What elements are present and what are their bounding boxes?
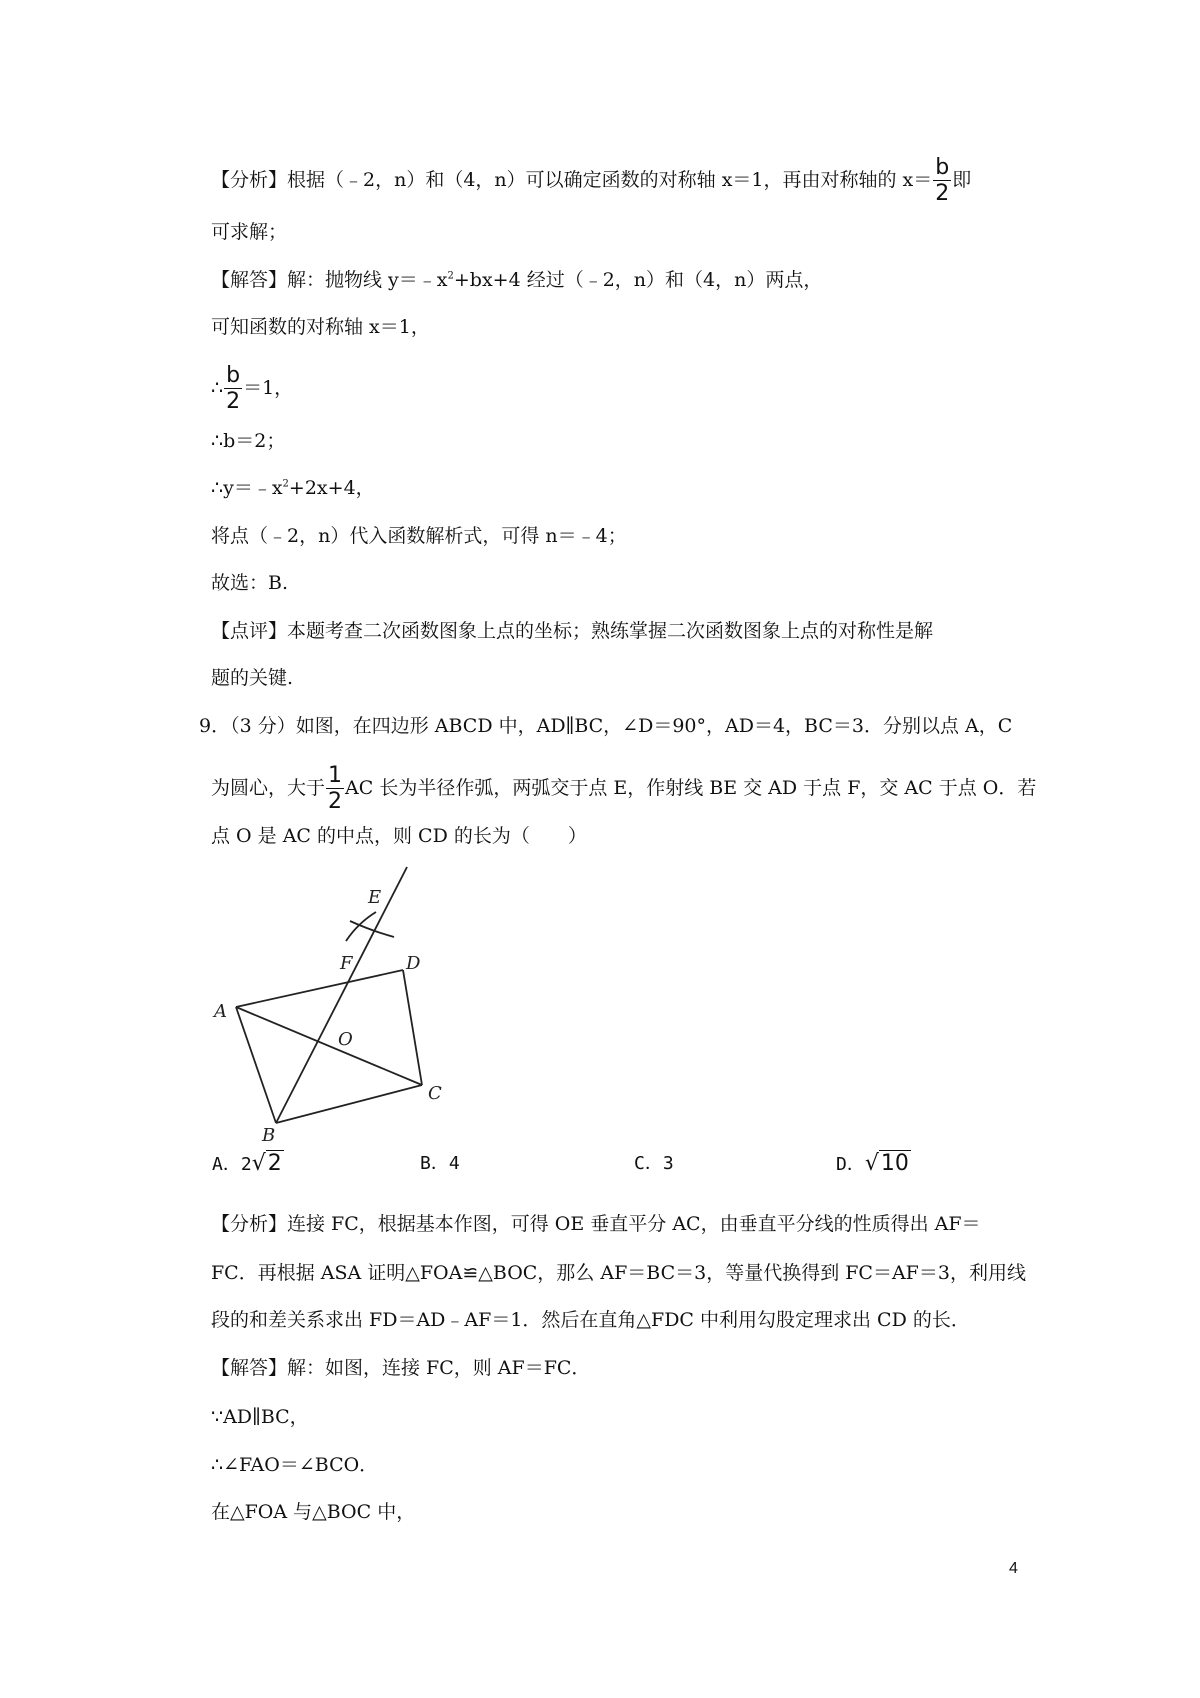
comment-line-2: 题的关键. (211, 667, 294, 689)
solution-line-6: 将点（﹣2，n）代入函数解析式，可得 n＝﹣4； (211, 525, 627, 547)
solution-line-1: 【解答】解：抛物线 $y=﹣x^2+bx+4$ 经过（﹣2，n）和（4，n）两点， (211, 269, 823, 291)
label-C: C (428, 1083, 442, 1104)
analysis-line-2: 可求解； (211, 221, 288, 243)
analysis-text: 【分析】根据（﹣2，n）和（4，n）可以确定函数的对称轴 x＝1，再由对称轴的 x＝ (211, 169, 933, 191)
sqrt-10: √10 (864, 1151, 909, 1176)
option-C: C．3 (634, 1153, 674, 1174)
segment-DC (403, 970, 422, 1085)
segment-BC (276, 1085, 422, 1123)
q9-solution-line-4: 在△FOA 与△BOC 中， (211, 1501, 416, 1523)
fraction-one-half: $\frac{1}{2}$ (328, 763, 343, 814)
q9-solution-line-1: 【解答】解：如图，连接 FC，则 AF＝FC． (211, 1357, 591, 1379)
q9-solution-line-3: ∴∠FAO＝∠BCO． (211, 1454, 379, 1476)
analysis-line-1: 【分析】根据（﹣2，n）和（4，n）可以确定函数的对称轴 x＝1，再由对称轴的 x＝ $\frac{b}{2}$ 即 (211, 155, 972, 206)
question-9-line-2: 为圆心，大于 $\frac{1}{2}$ AC 长为半径作弧，两弧交于点 E，作射线 BE 交 AD 于点 F，交 AC 于点 O．若 (211, 763, 1037, 814)
solution-line-4: ∴b＝2； (211, 430, 286, 452)
sqrt-2: √2 (251, 1151, 282, 1176)
q9-analysis-line-1: 【分析】连接 FC，根据基本作图，可得 OE 垂直平分 AC，由垂直平分线的性质得出 AF＝ (211, 1213, 981, 1235)
solution-line-2: 可知函数的对称轴 x＝1， (211, 316, 430, 338)
label-F: F (340, 953, 353, 974)
solution-line-3: ∴ $\frac{b}{2}$ ＝1， (211, 363, 294, 414)
solution-line-5: $\therefore y=﹣x^2+2x+4$， (211, 477, 375, 499)
label-A: A (214, 1001, 227, 1022)
q9-solution-line-2: ∵AD∥BC， (211, 1406, 309, 1428)
option-B: B．4 (420, 1153, 460, 1174)
label-D: D (406, 953, 421, 974)
segment-AB (236, 1007, 276, 1123)
ray-BE (276, 867, 407, 1123)
label-E: E (368, 887, 382, 908)
question-9-line-1: 9．（3 分）如图，在四边形 ABCD 中，AD∥BC，∠D＝90°，AD＝4，BC＝3．分别以点 A，C (199, 715, 1013, 737)
label-O: O (338, 1029, 353, 1050)
label-B: B (262, 1125, 276, 1142)
q9-analysis-line-3: 段的和差关系求出 FD＝AD﹣AF＝1．然后在直角△FDC 中利用勾股定理求出 CD 的长． (211, 1309, 970, 1331)
option-A: A．2√2 (212, 1151, 282, 1176)
question-9-line-3: 点 O 是 AC 的中点，则 CD 的长为（ ） (211, 825, 587, 847)
page-number: 4 (1009, 1560, 1018, 1577)
q9-analysis-line-2: FC．再根据 ASA 证明△FOA≌△BOC，那么 AF＝BC＝3，等量代换得到 FC＝AF＝3，利用线 (211, 1262, 1026, 1284)
geometry-figure (200, 857, 460, 1142)
segment-AD (236, 970, 403, 1007)
fraction-b-over-2: $\frac{b}{2}$ (935, 155, 950, 206)
option-D: D．√10 (836, 1151, 909, 1176)
solution-line-7: 故选：B. (211, 572, 289, 594)
fraction-b-over-2: $\frac{b}{2}$ (226, 363, 241, 414)
comment-line-1: 【点评】本题考查二次函数图象上点的坐标；熟练掌握二次函数图象上点的对称性是解 (211, 620, 934, 642)
